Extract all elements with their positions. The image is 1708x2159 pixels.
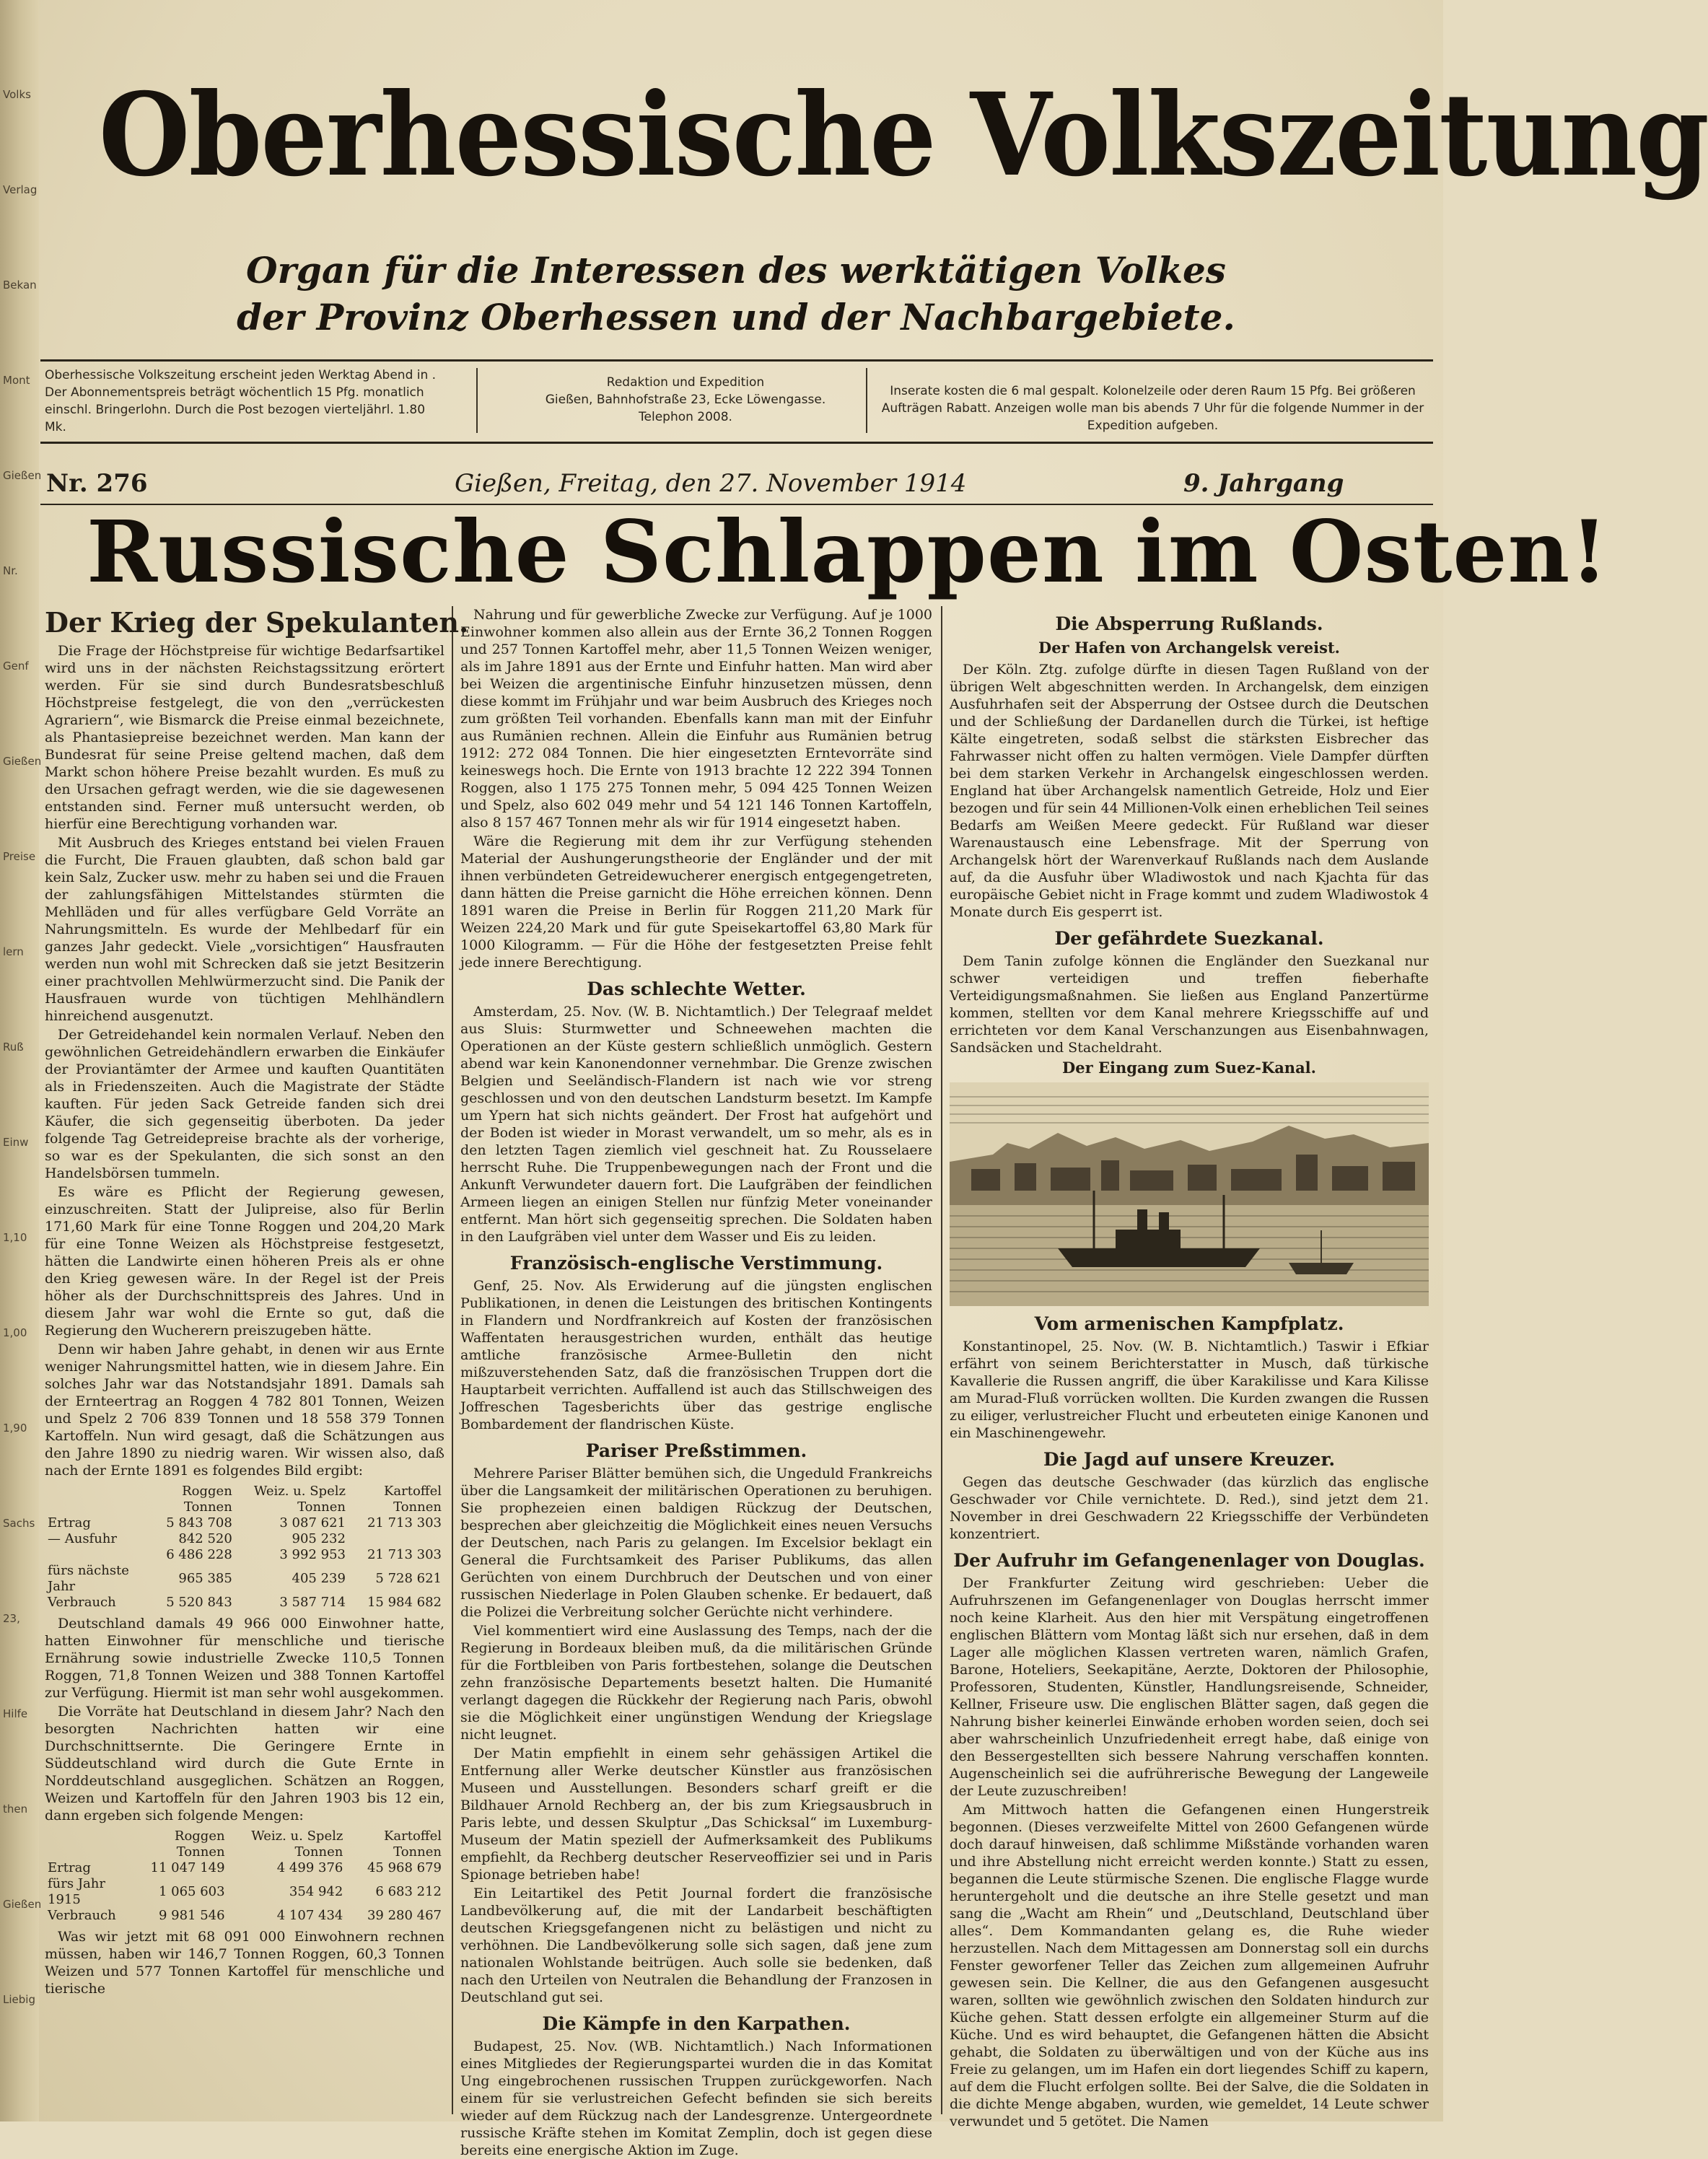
table-cell: 905 232 — [292, 1531, 346, 1546]
column-1 — [45, 606, 469, 2114]
article-paragraph: Viel kommentiert wird eine Auslassung des Temps, nach der die Regierung in Bordeaux bleiben muß, da die militärischen Gründe für die Fortbleiben von Paris fortbestehen, solange die Deutschen zehn französische Departements besetzt halten. Die Humanité verlangt dagegen die Rückkehr der Regierung nach Paris, obwohl sie die Möglichkeit einer ungünstigen Wendung der Kriegslage nicht leugnet. — [460, 1623, 932, 1743]
table-cell: 21 713 303 — [367, 1547, 442, 1562]
issue-year: 9. Jahrgang — [1183, 469, 1344, 498]
info-rule — [40, 442, 1433, 444]
binding-edge-text: Genf — [3, 660, 29, 673]
column-divider-2 — [941, 606, 942, 2114]
heading-douglas: Der Aufruhr im Gefangenenlager von Douglas. — [953, 1550, 1425, 1571]
illustration-caption: Der Eingang zum Suez-Kanal. — [1062, 1059, 1316, 1077]
top-rule — [40, 359, 1433, 362]
article-paragraph: Mit Ausbruch des Krieges entstand bei vielen Frauen die Furcht, Die Frauen glaubten, daß schon bald gar kein Salz, Zucker usw. mehr zu haben sei und die Frauen der zahlungsfähigen Mittelstandes stürmten die Mehlläden und für alles verfügbare Geld Vorräte an Nahrungsmitteln. Es wurde der Mehlbedarf für ein ganzes Jahr gedeckt. Viele „vorsichtigen“ Hausfrauten werden nun wohl mit Schrecken daß sie jetzt Besitzerin einer prachtvollen Mehlwürmerzucht sind. Die Panik der Hausfrauen wurde von tüchtigen Mehlhändlern hinreichend ausgenutzt. — [45, 835, 444, 1024]
binding-edge-text: lern — [3, 945, 24, 958]
harvest-table-1914 — [45, 1829, 444, 1924]
table-cell: fürs Jahr 1915 — [48, 1876, 105, 1907]
table-cell: 4 499 376 — [276, 1860, 343, 1875]
table-cell: 45 968 679 — [367, 1860, 442, 1875]
binding-edge-text: Ruß — [3, 1041, 24, 1054]
column-divider-1 — [452, 606, 453, 2114]
article-paragraph: Es wäre es Pflicht der Regierung gewesen, einzuschreiten. Statt der Julipreise, also für Berlin 171,60 Mark für eine Tonne Roggen und 204,20 Mark für eine Tonne Weizen als Höchstpreise festgesetzt, hätten die Landwirte einen höheren Preis als er ohne den Krieg gewesen wäre. In der Regel ist der Preis höher als der Durchschnittspreis des Jahres. Und in diesem Jahr war wohl die Ernte so gut, daß die Regierung den Wucherern preiszugeben hätte. — [45, 1184, 444, 1339]
table-cell: 842 520 — [178, 1531, 232, 1546]
binding-edge-text: Sachs — [3, 1517, 35, 1530]
binding-edge-text: Volks — [3, 88, 31, 101]
table-row — [45, 1595, 444, 1611]
column-3 — [950, 606, 1429, 2129]
main-headline: Russische Schlappen im Osten! — [87, 502, 1609, 602]
heading-verstimmung: Französisch-englische Verstimmung. — [509, 1253, 883, 1274]
article-paragraph: Nahrung und für gewerbliche Zwecke zur Verfügung. Auf je 1000 Einwohner kommen also allein aus der Ernte 36,2 Tonnen Roggen und 257 Tonnen Kartoffel mehr, aber 11,5 Tonnen Weizen weniger, als im Jahre 1891 aus der Ernte und Einfuhr hatten. Man wird aber bei Weizen die argentinische Einfuhr hinzusetzen müssen, denn diese kommt im Frühjahr und war beim Ausbruch des Krieges noch zum größten Teil vorhanden. Ebenfalls kann man mit der Einfuhr aus Rumänien rechnen. Allein die Einfuhr aus Rumänien betrug 1912: 272 084 Tonnen. Die hier eingesetzten Erntevorräte sind keineswegs hoch. Die Ernte von 1913 brachte 12 222 394 Tonnen Roggen, also 1 175 275 Tonnen mehr, 5 094 425 Tonnen Weizen und Spelz, also 602 049 mehr und 54 121 146 Tonnen Kartoffeln, also 8 157 467 Tonnen mehr als wir für 1914 eingesetzt haben. — [460, 607, 932, 831]
binding-edge-text: 1,10 — [3, 1231, 27, 1244]
table-cell: 39 280 467 — [367, 1908, 442, 1923]
article-paragraph: Wäre die Regierung mit dem ihr zur Verfügung stehenden Material der Aushungerungstheorie der Engländer und der mit ihnen verbündeten Getreidewucherer energisch entgegengetreten, dann hätten die Preise garnicht die Höhe erreichen können. Denn 1891 waren die Preise in Berlin für Roggen 211,20 Mark für Weizen 224,20 Mark und für gute Speisekartoffel 63,80 Mark für 1000 Kilogramm. — Für die Höhe der festgesetzten Preise fehlt jede innere Berechtigung. — [460, 833, 932, 971]
table-row — [45, 1876, 444, 1908]
table-cell: 15 984 682 — [367, 1595, 442, 1610]
issue-number: Nr. 276 — [46, 469, 148, 498]
article-paragraph: Denn wir haben Jahre gehabt, in denen wir aus Ernte weniger Nahrungsmittel hatten, wie in diesem Jahre. Ein solches Jahr war das Notstandsjahr 1891. Damals sah der Ernteertrag an Roggen 4 782 801 Tonnen, Weizen und Spelz 2 706 839 Tonnen und 18 558 379 Tonnen Kartoffeln. Nun wird gesagt, daß die Schätzungen aus den Jahre 1890 zu niedrig waren. Wir wissen also, daß nach der Ernte 1891 es folgendes Bild ergibt: — [45, 1341, 444, 1479]
table-row — [45, 1531, 444, 1547]
article-paragraph: Genf, 25. Nov. Als Erwiderung auf die jüngsten englischen Publikationen, in denen die Leistungen des britischen Kontingents in Flandern und Nordfrankreich auf Kosten der französischen Waffentaten herausgestrichen wurden, enthält das heutige amtliche französische Armee-Bulletin den nicht mißzuverstehenden Satz, daß die französischen Truppen dort die Hauptarbeit verrichten. Auffallend ist auch das Stillschweigen des Joffreschen Tagesberichts über das gestrige englische Bombardement der flandrischen Küste. — [460, 1278, 932, 1432]
table-cell: 965 385 — [178, 1571, 232, 1586]
table-row — [45, 1563, 444, 1595]
issue-dateline: Gießen, Freitag, den 27. November 1914 — [455, 469, 967, 498]
binding-edge-text: Gießen — [3, 469, 42, 482]
table-cell: 5 728 621 — [375, 1571, 442, 1586]
harvest-table-1891 — [45, 1484, 444, 1611]
table-cell: 6 486 228 — [166, 1547, 232, 1562]
table-cell: 405 239 — [292, 1571, 346, 1586]
article-paragraph: Der Frankfurter Zeitung wird geschrieben: Ueber die Aufruhrszenen im Gefangenenlager von Douglas herrscht immer noch keine Klarheit. Aus den hier mit Verspätung eingetroffenen englischen Blättern vom Montag läßt sich nur ersehen, daß in dem Lager alle möglichen Klassen vertreten waren, nämlich Grafen, Barone, Hoteliers, Seekapitäne, Aerzte, Doktoren der Philosophie, Professoren, Studenten, Künstler, Handlungsreisende, Schneider, Kellner, Friseure usw. Die englischen Blätter sagen, daß gegen die Nahrung bisher keinerlei Einwände erhoben worden seien, doch sei aber wahrscheinlich Unzufriedenheit erregt habe, daß einige von den Bessergestellten sich bessere Nahrung verschaffen konnten. Augenscheinlich sei die aufrührerische Bewegung der Langeweile der Leute zuzuschreiben! — [950, 1575, 1429, 1799]
heading-pressestimmen: Pariser Preßstimmen. — [585, 1440, 807, 1461]
article-paragraph: Mehrere Pariser Blätter bemühen sich, die Ungeduld Frankreichs über die Langsamkeit der militärischen Operationen zu beruhigen. Sie prophezeien einen baldigen Rückzug der Deutschen, besprechen aber gleichzeitig die Möglichkeit eines neuen Versuchs der Deutschen, nach Paris zu gelangen. Im Excelsior beklagt ein General die Furchtsamkeit des Pariser Publikums, das allen Gerüchten von einem Durchbruch der Deutschen und von einer russischen Niederlage in Polen Glauben schenke. Er bedauert, daß die Polizei die Verbreitung solcher Gerüchte nicht verhindere. — [460, 1466, 932, 1620]
table-cell: 21 713 303 — [367, 1515, 442, 1530]
article-paragraph: Der Köln. Ztg. zufolge dürfte in diesen Tagen Rußland von der übrigen Welt abgeschnitten werden. In Archangelsk, dem einzigen Ausfuhrhafen seit der Absperrung der Ostsee durch die Deutschen und der Schließung der Dardanellen durch die Türkei, ist heftige Kälte eingetreten, sodaß selbst die stärksten Eisbrecher das Fahrwasser nicht offen zu halten vermögen. Viele Dampfer dürften bei dem starken Verkehr in Archangelsk eingeschlossen werden. England hat über Archangelsk namentlich Getreide, Holz und Eier bezogen und für sein 44 Millionen-Volk einen erheblichen Teil seines Bedarfs am Weißen Meere gedeckt. Für Rußland war dieser Warenaustausch eine Lebensfrage. Mit der Sperrung von Archangelsk hört der Warenverkauf Rußlands nach dem Auslande auf, da die Ausfuhr über Wladiwostok und nach Kjachta für das europäische Gebiet nicht in Frage kommt und zudem Wladiwostok 4 Monate durch Eis gesperrt ist. — [950, 662, 1429, 920]
binding-edge-text: Gießen — [3, 755, 42, 768]
info-editorial-line1: Redaktion und Expedition — [606, 375, 765, 390]
table-cell: Verbrauch — [48, 1595, 116, 1610]
article-paragraph: Gegen das deutsche Geschwader (das kürzlich das englische Geschwader vor Chile vernichtete. D. Red.), sind jetzt dem 21. November in drei Geschwadern 22 Kriegsschiffe der Verbündeten konzentriert. — [950, 1474, 1429, 1542]
table-cell: Verbrauch — [48, 1908, 116, 1923]
table-cell: 5 520 843 — [166, 1595, 232, 1610]
binding-edge-text: Preise — [3, 850, 36, 863]
masthead-title: Oberhessische Volkszeitung — [98, 69, 1708, 202]
table-cell: 3 087 621 — [279, 1515, 346, 1530]
heading-suezkanal: Der gefährdete Suezkanal. — [1054, 928, 1324, 949]
table-cell: 6 683 212 — [375, 1884, 442, 1899]
column-2 — [460, 606, 932, 2158]
heading-karpathen: Die Kämpfe in den Karpathen. — [542, 2013, 851, 2034]
table-header-cell: Roggen Tonnen — [174, 1829, 225, 1860]
binding-edge-text: then — [3, 1803, 28, 1816]
article-paragraph: Der Matin empfiehlt in einem sehr gehässigen Artikel die Entfernung aller Werke deutscher Künstler aus französischen Museen und Ausstellungen. Besonders scharf greift er die Bildhauer Arnold Rechberg an, der bis zum Kriegsausbruch in Paris lebte, und dessen Skulptur „Das Schicksal“ im Luxemburg-Museum der Matin speziell der Aufmerksamkeit des Publikums empfiehlt, da Rechberg deutscher Reserveoffizier sei und in Paris Spionage betrieben habe! — [460, 1746, 932, 1883]
table-header-row — [45, 1484, 444, 1515]
table-cell: 9 981 546 — [158, 1908, 225, 1923]
table-cell: 4 107 434 — [276, 1908, 343, 1923]
article-paragraph: Deutschland damals 49 966 000 Einwohner hatte, hatten Einwohner für menschliche und tierische Ernährung sowie industrielle Zwecke 110,5 Tonnen Roggen, 71,8 Tonnen Weizen und 388 Tonnen Kartoffel zur Verfügung. Hiermit ist man sehr wohl ausgekommen. — [45, 1616, 444, 1701]
article-paragraph: Amsterdam, 25. Nov. (W. B. Nichtamtlich.) Der Telegraaf meldet aus Sluis: Sturmwetter und Schneewehen machten die Operationen an der Küste gestern schließlich unmöglich. Gestern abend war kein Kanonendonner vernehmbar. Die Grenze zwischen Belgien und Seeländisch-Flandern ist nach wie vor streng geschlossen und von den deutschen Landsturm besetzt. Im Kampfe um Ypern hat sich nichts geändert. Der Frost hat aufgehört und der Boden ist wieder in Morast verwandelt, um so mehr, als es in den letzten Tagen ziemlich viel geschneit hat. Zu Rousselaere herrscht Ruhe. Die Truppenbewegungen nach der Front und die Ankunft Verwundeter dauern fort. Die Laufgräben der feindlichen Armeen liegen an einigen Stellen nur fünfzig Meter voneinander entfernt. Man hört sich gegenseitig sprechen. Die Soldaten haben in den Laufgräben viel unter dem Wasser und Eis zu leiden. — [460, 1004, 932, 1245]
binding-edge-text: Nr. — [3, 564, 18, 577]
article-paragraph: Am Mittwoch hatten die Gefangenen einen Hungerstreik begonnen. (Dieses verzweifelte Mittel von 2600 Gefangenen würde doch darauf hinweisen, daß schlimme Mißstände vorhanden waren und ihre Abstellung nicht erreicht werden konnte.) Statt zu essen, begannen die Leute stürmische Szenen. Die englische Flagge wurde heruntergeholt und die deutsche an ihre Stelle gesetzt und man sang die „Wacht am Rhein“ und „Deutschland, Deutschland über alles“. Dem Kommandanten gelang es, die Ruhe wieder herzustellen. Nach dem Mittagessen am Donnerstag soll ein durchs Fenster geworfener Teller das Zeichen zum allgemeinen Aufruhr gewesen sein. Die Kellner, die aus den Gefangenen ausgesucht waren, sollten wie gewöhnlich zwischen den Soldaten hindurch zur Küche gehen. Statt dessen erfolgte ein allgemeiner Sturm auf die Küche. Und es wird behauptet, die Gefangenen hätten die Absicht gehabt, die Soldaten zu überwältigen und von der Küche aus ins Freie zu gelangen, um im Hafen ein dort liegendes Schiff zu kapern, auf dem die Flucht erfolgen sollte. Bei der Salve, die die Soldaten in die dichte Menge abgaben, wurden, wie gemeldet, 14 Leute schwer verwundet und 5 getötet. Die Namen — [950, 1802, 1429, 2129]
article-paragraph: Der Getreidehandel kein normalen Verlauf. Neben den gewöhnlichen Getreidehändlern erwarben die Einkäufer der Proviantämter der Armee und kauften Quantitäten als in Friedenszeiten. Auch die Magistrate der Städte kauften. Für jeden Sack Getreide fanden sich drei Käufer, die sich gegenseitig überboten. Da jeder folgende Tag Getreidepreise brachte als der vorherige, so war es der Spekulanten, die sich sonst an den Handelsbörsen tummeln. — [45, 1027, 444, 1181]
heading-wetter: Das schlechte Wetter. — [587, 978, 806, 999]
table-row — [45, 1547, 444, 1563]
info-editorial — [491, 374, 880, 426]
table-cell: 11 047 149 — [150, 1860, 225, 1875]
binding-strip — [0, 0, 42, 2121]
heading-armenien: Vom armenischen Kampfplatz. — [1034, 1313, 1344, 1334]
info-advertising: Inserate kosten die 6 mal gespalt. Kolonelzeile oder deren Raum 15 Pfg. Bei größeren Aufträgen Rabatt. Anzeigen wolle man bis abends 7 Uhr für die folgende Nummer in der Expedition aufgeben. — [881, 384, 1424, 433]
table-header-cell — [45, 1484, 146, 1515]
binding-edge-text: Verlag — [3, 183, 38, 196]
heading-kreuzer: Die Jagd auf unsere Kreuzer. — [1043, 1449, 1336, 1470]
table-header-cell: Kartoffel Tonnen — [383, 1484, 442, 1515]
table-cell — [45, 1547, 146, 1563]
table-row — [45, 1908, 444, 1924]
table-header-row — [45, 1829, 444, 1860]
table-cell: 354 942 — [289, 1884, 343, 1899]
masthead-subtitle-1: Organ für die Interessen des werktätigen Volkes — [246, 249, 1226, 292]
info-divider-1 — [476, 368, 478, 433]
article-paragraph: Konstantinopel, 25. Nov. (W. B. Nichtamtlich.) Taswir i Efkiar erfährt von seinem Berichterstatter in Musch, daß türkische Kavallerie die Russen angriff, die über Karakilisse und Kara Kilisse am Murad-Fluß vorrücken wollten. Die Kurden zwangen die Russen zu eiliger, verlustreicher Flucht und erbeuteten einige Kanonen und ein Maschinengewehr. — [950, 1339, 1429, 1441]
table-cell: — Ausfuhr — [48, 1531, 118, 1546]
info-subscription: Oberhessische Volkszeitung erscheint jeden Werktag Abend in . Der Abonnementspreis beträgt wöchentlich 15 Pfg. monatlich einschl. Bringerlohn. Durch die Post bezogen vierteljährl. 1.80 Mk. — [45, 368, 437, 434]
article-paragraph: Die Vorräte hat Deutschland in diesem Jahr? Nach den besorgten Nachrichten hatten wir eine Durchschnittsernte. Die Geringere Ernte in Süddeutschland wird durch die Gute Ernte in Norddeutschland ausgeglichen. Schätzen an Roggen, Weizen und Kartoffeln für den Jahren 1903 bis 12 ein, dann ergeben sich folgende Mengen: — [45, 1704, 444, 1823]
table-row — [45, 1515, 444, 1531]
table-cell: Ertrag — [48, 1860, 91, 1875]
binding-edge-text: Mont — [3, 374, 30, 387]
table-cell: 3 992 953 — [279, 1547, 346, 1562]
suez-canal-illustration — [950, 1082, 1429, 1306]
article-paragraph: Budapest, 25. Nov. (WB. Nichtamtlich.) Nach Informationen eines Mitgliedes der Regierungspartei wurden die in das Komitat Ung eingebrochenen russischen Truppen zurückgeworfen. Nach einem für sie verlustreichen Gefecht befinden sie sich bereits wieder auf dem Rückzug nach der Landesgrenze. Untergeordnete russische Kräfte stehen im Komitat Zemplin, doch ist gegen diese bereits eine energische Aktion im Zuge. — [460, 2038, 932, 2158]
masthead-subtitle-2: der Provinz Oberhessen und der Nachbargebiete. — [237, 296, 1235, 338]
subheading-archangelsk: Der Hafen von Archangelsk vereist. — [1038, 639, 1340, 657]
article-paragraph: Die Frage der Höchstpreise für wichtige Bedarfsartikel wird uns in der nächsten Reichstagssitzung erörtert werden. Für sie sind durch Bundesratsbeschluß Höchstpreise festgelegt, die von den „verrückesten Agrariern“, wie Bismarck die Preise einmal bezeichnete, als Phantasiepreise bezeichnet werden. Man kann der Bundesrat für seine Preise geltend machen, daß dem Markt schon höhere Preise bezahlt wurden. Es muß zu den Ursachen gefragt werden, wie die sie dagewesenen entstanden sind. Ferner muß untersucht werden, ob hierfür eine Berechtigung vorhanden war. — [45, 643, 444, 832]
binding-edge-text: Gießen — [3, 1898, 42, 1911]
binding-edge-text: 1,90 — [3, 1422, 27, 1435]
suez-engraving — [950, 1082, 1429, 1306]
article-title-spekulanten: Der Krieg der Spekulanten. — [45, 606, 469, 639]
heading-absperrung: Die Absperrung Rußlands. — [1055, 613, 1323, 634]
table-cell: Ertrag — [48, 1515, 91, 1530]
article-paragraph: Ein Leitartikel des Petit Journal fordert die französische Landbevölkerung auf, die mit der Landarbeit beschäftigten deutschen Kriegsgefangenen nicht zu belästigen und nicht zu verhöhnen. Die Landbevölkerung solle sich sagen, daß jene zum nationalen Wohlstande beitrügen. Auch solle sie bedenken, daß nach den Urteilen von Neutralen die Behandlung der Franzosen in Deutschland gut sei. — [460, 1886, 932, 2005]
table-cell: fürs nächste Jahr — [48, 1563, 129, 1594]
info-divider-2 — [866, 368, 867, 433]
table-cell: 5 843 708 — [166, 1515, 232, 1530]
binding-edge-text: 23, — [3, 1612, 20, 1625]
table-cell: 1 065 603 — [158, 1884, 225, 1899]
table-header-cell: Kartoffel Tonnen — [383, 1829, 442, 1860]
table-cell: 3 587 714 — [279, 1595, 346, 1610]
binding-edge-text: Liebig — [3, 1993, 35, 2006]
binding-edge-text: 1,00 — [3, 1326, 27, 1339]
table-row — [45, 1860, 444, 1876]
info-editorial-line3: Telephon 2008. — [639, 410, 732, 424]
binding-edge-text: Bekan — [3, 279, 37, 292]
article-paragraph: Dem Tanin zufolge können die Engländer den Suezkanal nur schwer verteidigen und treffen fieberhafte Verteidigungsmaßnahmen. Sie ließen aus England Panzertürme kommen, stellten vor dem Kanal mehrere Kriegsschiffe auf und errichteten vor dem Kanal Verschanzungen aus Eisenbahnwagen, Sandsäcken und Stacheldraht. — [950, 953, 1429, 1056]
info-editorial-line2: Gießen, Bahnhofstraße 23, Ecke Löwengasse. — [545, 393, 826, 407]
binding-edge-text: Einw — [3, 1136, 29, 1149]
article-paragraph: Was wir jetzt mit 68 091 000 Einwohnern rechnen müssen, haben wir 146,7 Tonnen Roggen, 60,3 Tonnen Weizen und 577 Tonnen Kartoffel für menschliche und tierische — [45, 1929, 444, 1997]
binding-edge-text: Hilfe — [3, 1707, 28, 1720]
table-header-cell: Weiz. u. Spelz Tonnen — [253, 1484, 346, 1515]
table-header-cell — [45, 1829, 136, 1860]
table-cell — [349, 1531, 444, 1547]
table-header-cell: Weiz. u. Spelz Tonnen — [251, 1829, 343, 1860]
table-header-cell: Roggen Tonnen — [182, 1484, 232, 1515]
